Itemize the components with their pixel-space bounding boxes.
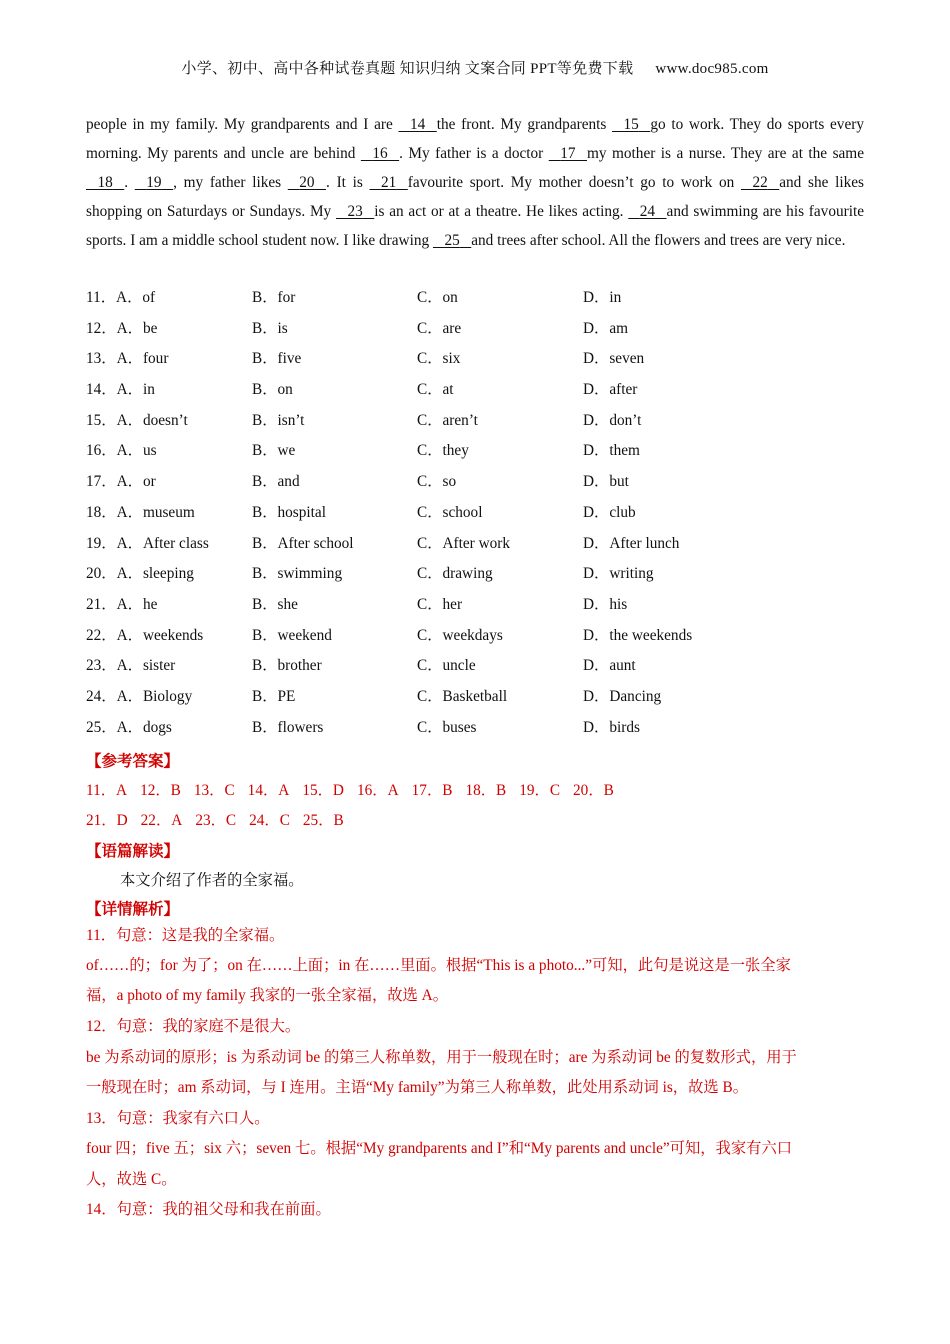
question-row xyxy=(86,344,864,375)
option-c: C．aren’t xyxy=(417,411,478,429)
option-a: 19．A．After class xyxy=(86,534,209,552)
blank-15: 15 xyxy=(623,116,639,133)
q12-explanation-line-2: 一般现在时；am 系动词，与 I 连用。主语“My family”为第三人称单数，此处用系动词 is，故选 B。 xyxy=(86,1079,748,1096)
passage-text: my mother is a nurse. They are at the same xyxy=(587,145,864,162)
blank-22: 22 xyxy=(752,174,768,191)
option-a: 21．A．he xyxy=(86,595,158,613)
option-d: D．birds xyxy=(583,718,640,736)
blank-20: 20 xyxy=(299,174,315,191)
option-c: C．uncle xyxy=(417,657,476,675)
option-d: D．aunt xyxy=(583,657,636,675)
page-header xyxy=(0,57,950,78)
q12-explanation-line-1: be 为系动词的原形；is 为系动词 be 的第三人称单数，用于一般现在时；are 为系动词 be 的复数形式，用于 xyxy=(86,1049,797,1066)
option-a: 18．A．museum xyxy=(86,503,195,521)
option-a: 14．A．in xyxy=(86,381,155,399)
option-c: C．they xyxy=(417,442,469,460)
blank-24: 24 xyxy=(639,203,656,220)
option-d: D．writing xyxy=(583,565,654,583)
passage-text: people in my family. My grandparents and I are xyxy=(86,116,399,133)
question-row xyxy=(86,283,864,314)
question-row xyxy=(86,375,864,406)
option-a: 25．A．dogs xyxy=(86,718,172,736)
q13-explanation-line-2: 人，故选 C。 xyxy=(86,1171,177,1188)
reading-section-title: 【语篇解读】 xyxy=(86,842,180,860)
q11-meaning: 11．句意：这是我的全家福。 xyxy=(86,927,285,944)
question-row xyxy=(86,590,864,621)
blank-25: 25 xyxy=(444,232,460,249)
option-d: D．Dancing xyxy=(583,687,662,705)
answer-item: 25．B xyxy=(302,812,344,829)
blank-19: 19 xyxy=(146,174,162,191)
option-b: B．on xyxy=(252,381,293,399)
option-c: C．six xyxy=(417,350,461,368)
passage-text: . xyxy=(124,174,135,191)
option-b: B．After school xyxy=(252,534,354,552)
question-row xyxy=(86,621,864,652)
q13-explanation-line-1: four 四；five 五；six 六；seven 七。根据“My grandparents and I”和“My parents and uncle”可知，我家有六口 xyxy=(86,1140,793,1157)
answer-section-title: 【参考答案】 xyxy=(86,752,180,770)
blank-16: 16 xyxy=(372,145,388,162)
q11-explanation-line-1: of……的；for 为了；on 在……上面；in 在……里面。根据“This is a photo...”可知，此句是说这是一张全家 xyxy=(86,957,791,974)
answer-item: 24．C xyxy=(249,812,290,829)
option-c: C．After work xyxy=(417,534,511,552)
blank-23: 23 xyxy=(347,203,363,220)
option-d: D．but xyxy=(583,473,629,491)
option-d: D．after xyxy=(583,381,638,399)
question-options xyxy=(86,283,864,743)
answer-item: 11．A xyxy=(86,782,128,799)
option-a: 15．A．doesn’t xyxy=(86,411,188,429)
cloze-passage xyxy=(86,110,864,255)
blank-18: 18 xyxy=(97,174,113,191)
option-a: 16．A．us xyxy=(86,442,157,460)
option-d: D．the weekends xyxy=(583,626,693,644)
passage-text: go to work. They do sports every morning. My parents and uncle are behind xyxy=(86,116,864,162)
answer-item: 20．B xyxy=(573,782,614,799)
q13-meaning: 13．句意：我家有六口人。 xyxy=(86,1110,270,1127)
answer-item: 13．C xyxy=(193,782,235,799)
option-b: B．brother xyxy=(252,657,322,675)
option-b: B．flowers xyxy=(252,718,324,736)
option-b: B．PE xyxy=(252,687,296,705)
option-d: D．After lunch xyxy=(583,534,680,552)
answer-item: 18．B xyxy=(465,782,507,799)
option-b: B．hospital xyxy=(252,503,326,521)
option-d: D．seven xyxy=(583,350,645,368)
header-title: 小学、初中、高中各种试卷真题 知识归纳 文案合同 PPT等免费下载 xyxy=(181,61,634,77)
question-row xyxy=(86,529,864,560)
option-b: B．we xyxy=(252,442,296,460)
passage-text: favourite sport. My mother doesn’t go to work on xyxy=(407,174,741,191)
option-d: D．club xyxy=(583,503,636,521)
answer-row-1 xyxy=(86,778,627,800)
answer-item: 21．D xyxy=(86,812,128,829)
question-row xyxy=(86,498,864,529)
q14-meaning: 14．句意：我的祖父母和我在前面。 xyxy=(86,1201,331,1218)
option-c: C．are xyxy=(417,319,462,337)
option-d: D．in xyxy=(583,289,622,306)
option-a: 11．A．of xyxy=(86,289,156,306)
option-c: C．on xyxy=(417,289,458,306)
reading-summary: 本文介绍了作者的全家福。 xyxy=(120,872,304,889)
blank-14: 14 xyxy=(409,116,426,133)
option-c: C．her xyxy=(417,595,463,613)
option-d: D．them xyxy=(583,442,640,460)
option-d: D．am xyxy=(583,319,629,337)
answer-item: 12．B xyxy=(140,782,181,799)
answer-item: 19．C xyxy=(519,782,561,799)
option-c: C．so xyxy=(417,473,457,491)
passage-text: , my father likes xyxy=(173,174,288,191)
answer-item: 16．A xyxy=(356,782,399,799)
passage-text: and trees after school. All the flowers and trees are very nice. xyxy=(471,232,846,249)
header-site[interactable]: www.doc985.com xyxy=(655,61,769,77)
passage-text: . My father is a doctor xyxy=(399,145,549,162)
option-d: D．his xyxy=(583,595,628,613)
option-a: 24．A．Biology xyxy=(86,687,193,705)
passage-text: the front. My grandparents xyxy=(436,116,613,133)
blank-21: 21 xyxy=(381,174,397,191)
option-c: C．Basketball xyxy=(417,687,508,705)
option-c: C．school xyxy=(417,503,483,521)
question-row xyxy=(86,314,864,345)
q11-explanation-line-2: 福，a photo of my family 我家的一张全家福，故选 A。 xyxy=(86,987,449,1004)
answer-row-2 xyxy=(86,808,357,830)
option-b: B．she xyxy=(252,595,298,613)
question-row xyxy=(86,651,864,682)
answer-item: 14．A xyxy=(247,782,290,799)
question-row xyxy=(86,682,864,713)
answer-item: 15．D xyxy=(302,782,344,799)
q12-meaning: 12．句意：我的家庭不是很大。 xyxy=(86,1018,301,1035)
option-a: 12．A．be xyxy=(86,319,158,337)
option-a: 23．A．sister xyxy=(86,657,176,675)
analysis-section-title: 【详情解析】 xyxy=(86,900,180,918)
question-row xyxy=(86,713,864,744)
option-b: B．is xyxy=(252,319,288,337)
answer-item: 22．A xyxy=(140,812,183,829)
option-b: B．weekend xyxy=(252,626,332,644)
option-b: B．five xyxy=(252,350,302,368)
option-a: 13．A．four xyxy=(86,350,169,368)
answer-item: 23．C xyxy=(195,812,237,829)
option-c: C．buses xyxy=(417,718,477,736)
question-row xyxy=(86,406,864,437)
option-b: B．swimming xyxy=(252,565,343,583)
passage-text: . It is xyxy=(326,174,370,191)
option-a: 17．A．or xyxy=(86,473,156,491)
option-b: B．for xyxy=(252,289,296,306)
option-d: D．don’t xyxy=(583,411,642,429)
option-c: C．drawing xyxy=(417,565,493,583)
question-row xyxy=(86,436,864,467)
passage-text: and swimming are his favourite sports. I am a middle school student now. I like drawing xyxy=(86,203,864,249)
option-c: C．at xyxy=(417,381,454,399)
option-b: B．and xyxy=(252,473,300,491)
option-c: C．weekdays xyxy=(417,626,503,644)
option-a: 20．A．sleeping xyxy=(86,565,194,583)
blank-17: 17 xyxy=(560,145,576,162)
option-b: B．isn’t xyxy=(252,411,305,429)
option-a: 22．A．weekends xyxy=(86,626,204,644)
answer-item: 17．B xyxy=(411,782,453,799)
passage-text: is an act or at a theatre. He likes acting. xyxy=(374,203,629,220)
passage-text: and she likes shopping on Saturdays or Sundays. My xyxy=(86,174,864,220)
question-row xyxy=(86,559,864,590)
question-row xyxy=(86,467,864,498)
